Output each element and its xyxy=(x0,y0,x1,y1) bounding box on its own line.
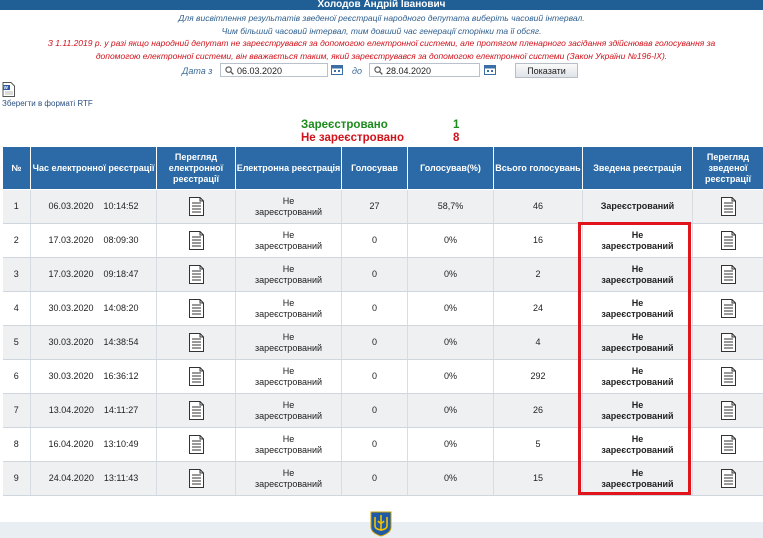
search-icon xyxy=(374,66,383,75)
info-line-2: Чим більший часовий інтервал, тим довший час генерації сторінки та її обсяг. xyxy=(221,26,542,36)
document-icon[interactable] xyxy=(188,469,205,488)
view-electronic-cell[interactable] xyxy=(157,394,236,428)
row-electronic: Не зареєстрований xyxy=(236,258,342,292)
date-from-value: 06.03.2020 xyxy=(237,66,283,76)
view-summary-cell[interactable] xyxy=(693,394,763,428)
date-filter xyxy=(0,63,763,79)
not-registered-count: 8 xyxy=(453,132,460,144)
rtf-file-icon xyxy=(2,82,15,97)
document-icon[interactable] xyxy=(720,197,737,216)
view-summary-cell[interactable] xyxy=(693,292,763,326)
row-summary-status: Не зареєстрований xyxy=(583,292,693,326)
row-voted: 0 xyxy=(342,360,408,394)
row-voted-pct: 0% xyxy=(408,394,494,428)
document-icon[interactable] xyxy=(188,435,205,454)
row-total: 26 xyxy=(494,394,583,428)
row-num: 3 xyxy=(3,258,31,292)
row-summary-status: Не зареєстрований xyxy=(583,258,693,292)
table-header-row xyxy=(3,147,763,190)
row-datetime: 30.03.2020 14:38:54 xyxy=(31,326,157,360)
row-num: 1 xyxy=(3,190,31,224)
calendar-icon[interactable] xyxy=(484,64,496,75)
date-to-value: 28.04.2020 xyxy=(386,66,432,76)
row-summary-status: Не зареєстрований xyxy=(583,360,693,394)
row-datetime: 30.03.2020 16:36:12 xyxy=(31,360,157,394)
view-summary-cell[interactable] xyxy=(693,462,763,496)
row-electronic: Не зареєстрований xyxy=(236,292,342,326)
document-icon[interactable] xyxy=(720,231,737,250)
row-electronic: Не зареєстрований xyxy=(236,190,342,224)
header-voted-pct: Голосував(%) xyxy=(408,147,494,190)
header-total-votes: Всього голосувань xyxy=(494,147,583,190)
header-num: № xyxy=(3,147,31,190)
row-datetime: 16.04.2020 13:10:49 xyxy=(31,428,157,462)
document-icon[interactable] xyxy=(188,367,205,386)
trident-emblem-icon xyxy=(369,511,393,537)
view-summary-cell[interactable] xyxy=(693,224,763,258)
row-num: 7 xyxy=(3,394,31,428)
row-summary-status: Не зареєстрований xyxy=(583,326,693,360)
row-electronic: Не зареєстрований xyxy=(236,462,342,496)
row-total: 46 xyxy=(494,190,583,224)
header-view-summary: Перегляд зведеної реєстрації xyxy=(693,147,763,190)
row-electronic: Не зареєстрований xyxy=(236,224,342,258)
row-num: 2 xyxy=(3,224,31,258)
row-voted: 0 xyxy=(342,292,408,326)
row-datetime: 24.04.2020 13:11:43 xyxy=(31,462,157,496)
row-num: 9 xyxy=(3,462,31,496)
row-voted-pct: 0% xyxy=(408,224,494,258)
document-icon[interactable] xyxy=(720,435,737,454)
row-summary-status: Не зареєстрований xyxy=(583,428,693,462)
row-summary-status: Зареєстрований xyxy=(583,190,693,224)
not-registered-label: Не зареєстровано xyxy=(301,132,404,144)
document-icon[interactable] xyxy=(720,401,737,420)
row-total: 5 xyxy=(494,428,583,462)
row-voted-pct: 0% xyxy=(408,462,494,496)
svg-text:W: W xyxy=(3,85,8,91)
row-datetime: 17.03.2020 09:18:47 xyxy=(31,258,157,292)
row-num: 8 xyxy=(3,428,31,462)
row-voted: 0 xyxy=(342,258,408,292)
document-icon[interactable] xyxy=(188,333,205,352)
row-electronic: Не зареєстрований xyxy=(236,326,342,360)
header-time: Час електронної реєстрації xyxy=(31,147,157,190)
row-datetime: 30.03.2020 14:08:20 xyxy=(31,292,157,326)
row-datetime: 06.03.2020 10:14:52 xyxy=(31,190,157,224)
view-electronic-cell[interactable] xyxy=(157,360,236,394)
date-to-input[interactable] xyxy=(369,63,480,77)
table-row xyxy=(3,190,763,224)
notice-line-1: З 1.11.2019 р. у разі якщо народний депутат не зареєструвався за допомогою електронної системи, але протягом пленарного засідання здійснював голосування за xyxy=(47,38,716,48)
view-summary-cell[interactable] xyxy=(693,360,763,394)
header-voted: Голосував xyxy=(342,147,408,190)
row-total: 24 xyxy=(494,292,583,326)
view-summary-cell[interactable] xyxy=(693,190,763,224)
header-summary-reg: Зведена реєстрація xyxy=(583,147,693,190)
document-icon[interactable] xyxy=(188,197,205,216)
row-voted: 0 xyxy=(342,428,408,462)
info-line-1: Для висвітлення результатів зведеної реєстрації народного депутата виберіть часовий інтервал. xyxy=(178,13,585,23)
row-voted-pct: 58,7% xyxy=(408,190,494,224)
row-total: 16 xyxy=(494,224,583,258)
view-electronic-cell[interactable] xyxy=(157,190,236,224)
row-total: 2 xyxy=(494,258,583,292)
view-electronic-cell[interactable] xyxy=(157,462,236,496)
row-summary-status: Не зареєстрований xyxy=(583,224,693,258)
row-num: 5 xyxy=(3,326,31,360)
row-voted: 0 xyxy=(342,326,408,360)
row-summary-status: Не зареєстрований xyxy=(583,462,693,496)
document-icon[interactable] xyxy=(720,299,737,318)
date-to-label: до xyxy=(352,66,362,76)
show-button[interactable]: Показати xyxy=(515,63,578,78)
document-icon[interactable] xyxy=(720,333,737,352)
row-total: 292 xyxy=(494,360,583,394)
row-voted-pct: 0% xyxy=(408,326,494,360)
calendar-icon[interactable] xyxy=(331,64,343,75)
document-icon[interactable] xyxy=(720,367,737,386)
page-title: Холодов Андрій Іванович xyxy=(0,0,763,10)
row-voted-pct: 0% xyxy=(408,258,494,292)
date-from-input[interactable] xyxy=(220,63,328,77)
view-electronic-cell[interactable] xyxy=(157,292,236,326)
export-rtf-label: Зберегти в форматі RTF xyxy=(2,99,93,108)
view-electronic-cell[interactable] xyxy=(157,428,236,462)
row-total: 15 xyxy=(494,462,583,496)
header-electronic: Електронна реєстрація xyxy=(236,147,342,190)
header-view-electronic: Перегляд електронної реєстрації xyxy=(157,147,236,190)
row-voted-pct: 0% xyxy=(408,428,494,462)
document-icon[interactable] xyxy=(188,231,205,250)
row-summary-status: Не зареєстрований xyxy=(583,394,693,428)
date-from-label: Дата з xyxy=(182,66,213,76)
row-voted: 0 xyxy=(342,462,408,496)
document-icon[interactable] xyxy=(188,401,205,420)
document-icon[interactable] xyxy=(188,265,205,284)
registered-count: 1 xyxy=(453,119,460,131)
document-icon[interactable] xyxy=(720,469,737,488)
view-summary-cell[interactable] xyxy=(693,326,763,360)
row-voted: 27 xyxy=(342,190,408,224)
row-num: 6 xyxy=(3,360,31,394)
view-electronic-cell[interactable] xyxy=(157,258,236,292)
row-datetime: 17.03.2020 08:09:30 xyxy=(31,224,157,258)
row-voted: 0 xyxy=(342,224,408,258)
row-voted: 0 xyxy=(342,394,408,428)
search-icon xyxy=(225,66,234,75)
document-icon[interactable] xyxy=(720,265,737,284)
view-summary-cell[interactable] xyxy=(693,428,763,462)
view-summary-cell[interactable] xyxy=(693,258,763,292)
row-num: 4 xyxy=(3,292,31,326)
view-electronic-cell[interactable] xyxy=(157,326,236,360)
row-electronic: Не зареєстрований xyxy=(236,428,342,462)
row-voted-pct: 0% xyxy=(408,360,494,394)
row-electronic: Не зареєстрований xyxy=(236,394,342,428)
row-electronic: Не зареєстрований xyxy=(236,360,342,394)
highlight-frame xyxy=(578,222,691,495)
notice-line-2: допомогою електронної системи, він вважається таким, який зареєструвався за допомогою електронної системи (Закон України №196-IX). xyxy=(95,51,668,61)
row-voted-pct: 0% xyxy=(408,292,494,326)
document-icon[interactable] xyxy=(188,299,205,318)
view-electronic-cell[interactable] xyxy=(157,224,236,258)
registered-label: Зареєстровано xyxy=(301,119,388,131)
row-datetime: 13.04.2020 14:11:27 xyxy=(31,394,157,428)
row-total: 4 xyxy=(494,326,583,360)
